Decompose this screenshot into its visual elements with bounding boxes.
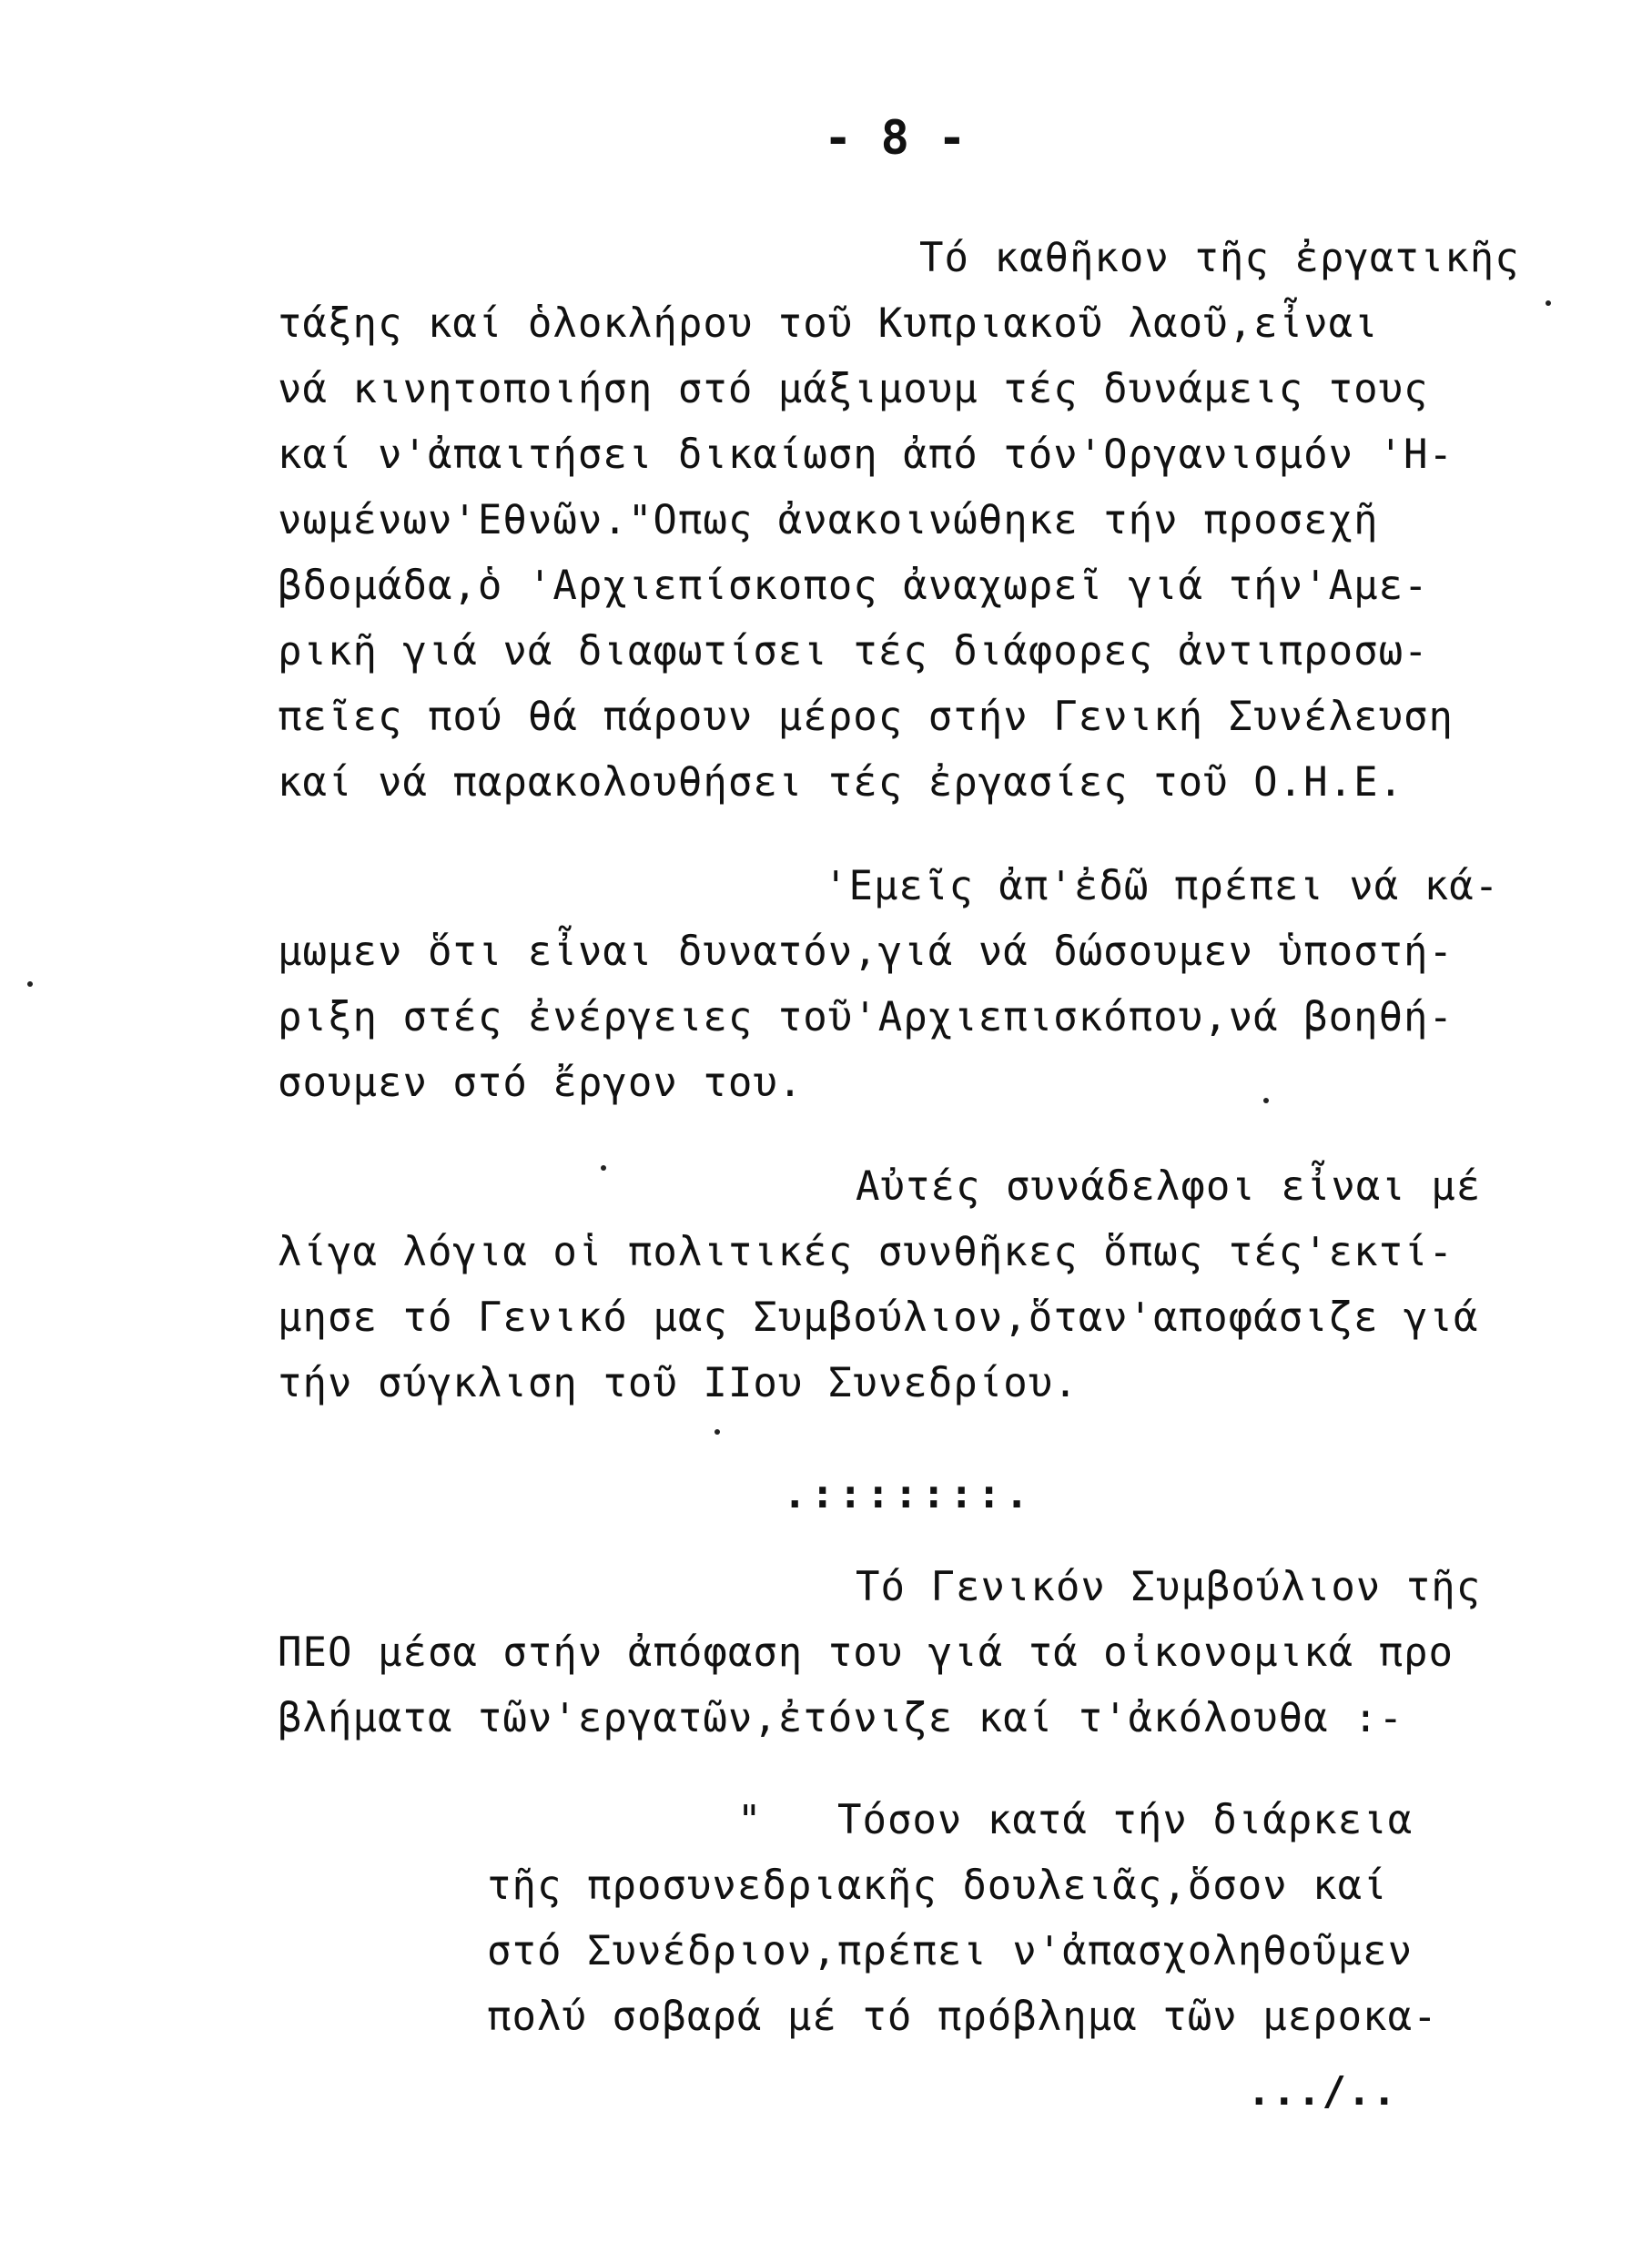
scan-speck (1263, 1098, 1269, 1103)
text-line: καί ν'ἀπαιτήσει δικαίωση ἀπό τόν'Οργανισμόν 'Η- (278, 431, 1454, 478)
text-line: νά κινητοποιήση στό μάξιμουμ τές δυνάμεις τους (278, 366, 1429, 412)
text-line: βλήματα τῶν'εργατῶν,ἐτόνιζε καί τ'ἀκόλουθα :- (278, 1695, 1404, 1741)
text-line: πεῖες πού θά πάρουν μέρος στήν Γενική Συνέλευση (278, 694, 1454, 740)
section-separator: .:::::::. (783, 1471, 1033, 1517)
scan-speck (601, 1165, 606, 1171)
text-line: τήν σύγκλιση τοῦ ΙΙου Συνεδρίου. (278, 1360, 1079, 1406)
scan-speck (1546, 300, 1551, 306)
quote-line: πολύ σοβαρά μέ τό πρόβλημα τῶν μεροκα- (487, 1994, 1438, 2040)
text-line: Αὐτές συνάδελφοι εἶναι μέ (856, 1163, 1482, 1210)
quote-line: τῆς προσυνεδριακῆς δουλειᾶς,ὅσον καί (487, 1862, 1388, 1909)
text-line: σουμεν στό ἔργον του. (278, 1060, 804, 1106)
text-line: λίγα λόγια οἱ πολιτικές συνθῆκες ὅπως τές'εκτί- (278, 1229, 1454, 1275)
scan-speck (715, 1429, 720, 1435)
text-line: ρικῆ γιά νά διαφωτίσει τές διάφορες ἀντιπροσω- (278, 628, 1429, 675)
quote-line: " Τόσον κατά τήν διάρκεια (737, 1797, 1414, 1843)
scan-speck (27, 981, 33, 987)
text-line: βδομάδα,ὁ 'Αρχιεπίσκοπος ἀναχωρεῖ γιά τήν'Αμε- (278, 563, 1429, 609)
text-line: μησε τό Γενικό μας Συμβούλιον,ὅταν'αποφάσιζε γιά (278, 1294, 1479, 1341)
text-line: τάξης καί ὁλοκλήρου τοῦ Κυπριακοῦ λαοῦ,εἶναι (278, 300, 1379, 347)
continuation-mark: .../.. (1247, 2068, 1397, 2115)
text-line: νωμένων'Εθνῶν."Οπως ἀνακοινώθηκε τήν προσεχῆ (278, 497, 1379, 543)
page-number: - 8 - (824, 111, 967, 166)
text-line: ΠΕΟ μέσα στήν ἀπόφαση του γιά τά οἰκονομικά προ (278, 1629, 1454, 1676)
text-line: καί νά παρακολουθήσει τές ἐργασίες τοῦ Ο.Η.Ε. (278, 759, 1404, 806)
text-line: μωμεν ὅτι εἶναι δυνατόν,γιά νά δώσουμεν ὑποστή- (278, 929, 1454, 975)
text-line: ριξη στές ἐνέργειες τοῦ'Αρχιεπισκόπου,νά βοηθή- (278, 994, 1454, 1040)
text-line: 'Εμεῖς ἀπ'ἐδῶ πρέπει νά κά- (824, 863, 1500, 909)
text-line: Τό Γενικόν Συμβούλιον τῆς (856, 1564, 1482, 1610)
quote-line: στό Συνέδριον,πρέπει ν'ἀπασχοληθοῦμεν (487, 1928, 1414, 1974)
text-line: Τό καθῆκον τῆς ἐργατικῆς (919, 235, 1520, 281)
